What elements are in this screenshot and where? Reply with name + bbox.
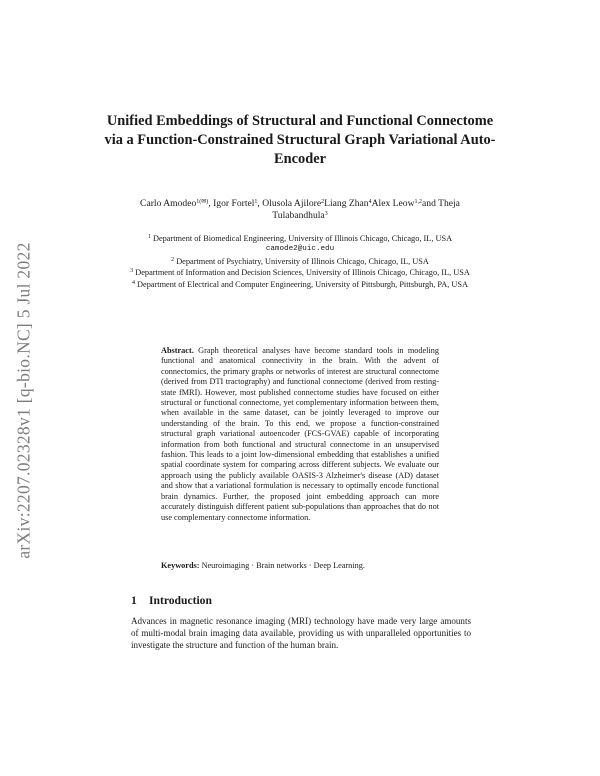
keywords-text: Neuroimaging · Brain networks · Deep Learning.	[201, 561, 365, 570]
author-name: Carlo Amodeo	[140, 198, 197, 209]
paper-title: Unified Embeddings of Structural and Functional Connectome via a Function-Constrained Structural Graph Variational Auto-Encoder	[104, 113, 496, 167]
author-name: , Olusola Ajilore	[257, 198, 322, 209]
author-affiliation-mark: 4	[368, 199, 372, 205]
abstract-text: Graph theoretical analyses have become standard tools in modeling functional and anatomical connectivity in the brain. With the advent of connectomics, the primary graphs or networks of interest are structural connectome (derived from DTI tractography) and functional connectome (derived from resting-state fMRI). However, most published connectome studies have focused on either structural or functional connectome, yet complementary information between them, when available in the same dataset, can be jointly leveraged to improve our understanding of the brain. To this end, we propose a function-constrained structural graph variational autoencoder (FCS-GVAE) capable of incorporating information from both functional and structural connectome in an unsupervised fashion. This leads to a joint low-dimensional embedding that establishes a unified spatial coordinate system for comparing across different subjects. We evaluate our approach using the publicly available OASIS-3 Alzheimer's disease (AD) dataset and show that a variational formulation is necessary to optimally encode functional brain dynamics. Further, the proposed joint embedding approach can more accurately distinguish different patient sub-populations than approaches that do not use complementary connectome information.	[161, 346, 439, 522]
author-name: Alex Leow	[371, 198, 415, 209]
author-affiliation-mark: 1(✉)	[196, 199, 209, 205]
affiliation-1: $^1$ Department of Biomedical Engineering, University of Illinois Chicago, Chicago, IL, USA	[147, 234, 453, 243]
abstract-label: Abstract.	[161, 346, 194, 355]
section-title: Introduction	[149, 594, 212, 607]
affiliation-list	[130, 233, 470, 290]
abstract	[161, 346, 439, 523]
author-name: and Theja Tulabandhula	[272, 198, 460, 222]
corresponding-email: camode2@uic.edu	[265, 245, 335, 254]
author-name: Liang Zhan	[324, 198, 369, 209]
author-name: , Igor Fortel	[208, 198, 255, 209]
author-affiliation-mark: 1	[254, 199, 258, 205]
keywords-label: Keywords:	[161, 561, 200, 570]
section-heading	[131, 594, 212, 607]
author-affiliation-mark: 3	[324, 211, 328, 218]
section-number: 1	[131, 594, 137, 607]
arxiv-identifier: arXiv:2207.02328v1 [q-bio.NC] 5 Jul 2022	[13, 241, 34, 559]
introduction-paragraph: Advances in magnetic resonance imaging (MRI) technology have made very large amounts of multi-modal brain imaging data available, providing us with unparalleled opportunities to investigate the structure and function of the human brain.	[131, 616, 471, 651]
author-affiliation-mark: 1,2	[414, 199, 423, 205]
author-affiliation-mark: 2	[321, 199, 325, 205]
affiliation-2: $^2$ Department of Psychiatry, University of Illinois Chicago, Chicago, IL, USA	[171, 256, 429, 266]
affiliation-3: $^3$ Department of Information and Decision Sciences, University of Illinois Chicago, Chicago, IL, USA	[130, 268, 470, 278]
affiliation-4: $^4$ Department of Electrical and Computer Engineering, University of Pittsburgh, Pittsburgh, PA, USA	[131, 279, 469, 289]
keywords	[161, 561, 441, 571]
arxiv-sidebar-stamp	[2, 210, 46, 590]
author-list	[120, 198, 480, 222]
